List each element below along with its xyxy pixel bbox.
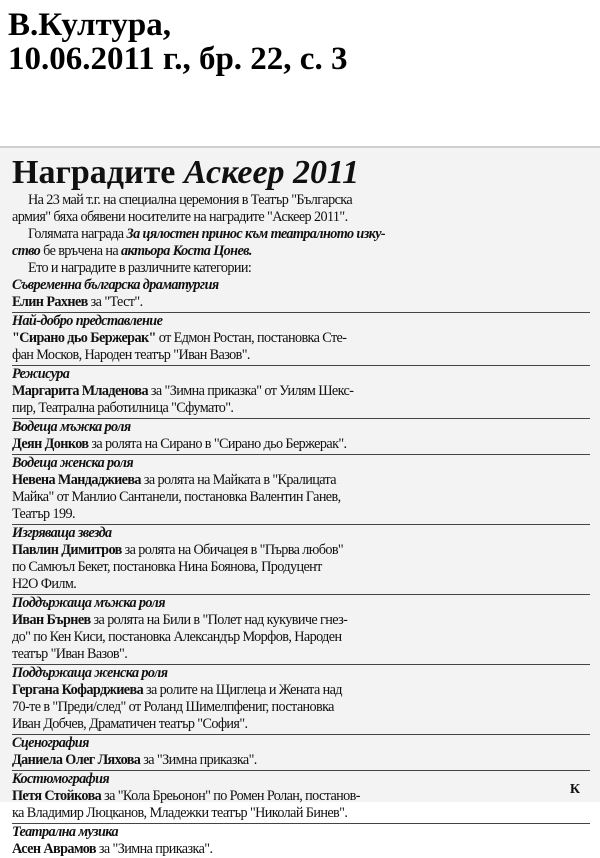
award-winner: Даниела Олег Ляхова	[12, 752, 141, 768]
award-entry	[12, 419, 590, 455]
award-details: за ролята на Били в "Полет над кукувиче гнез-	[90, 612, 348, 628]
award-entry	[12, 455, 590, 525]
headline-prefix: Наградите	[12, 154, 184, 191]
award-details: за "Кола Бреьонон" по Ромен Ролан, постанов-	[101, 788, 360, 804]
award-line	[12, 383, 590, 400]
intro-grand-prize-label: Голямата награда	[28, 226, 127, 242]
award-category: Водеща женска роля	[12, 455, 134, 471]
award-details: за ролята на Майката в "Кралицата	[140, 472, 337, 488]
award-line	[12, 612, 590, 629]
source-citation	[8, 8, 592, 76]
awards-list	[12, 277, 590, 858]
award-details: ка Владимир Люцканов, Младежки театър "Николай Бинев".	[12, 805, 348, 821]
award-line	[12, 347, 590, 364]
award-winner: Гергана Кофарджиева	[12, 682, 144, 698]
award-details: Иван Добчев, Драматичен театър "София".	[12, 716, 248, 732]
article-body	[12, 192, 590, 858]
award-details: за "Тест".	[87, 294, 143, 310]
intro-grand-prize-title: За цялостен принос към театралното изку-	[126, 226, 386, 242]
intro-awarded-to: бе връчена на	[40, 243, 122, 259]
award-category: Театрална музика	[12, 824, 118, 840]
award-line	[12, 576, 590, 593]
award-line	[12, 489, 590, 506]
award-line	[12, 400, 590, 417]
award-winner: Деян Донков	[12, 436, 89, 452]
award-line	[12, 559, 590, 576]
award-line	[12, 716, 590, 733]
award-category: Поддържаща мъжка роля	[12, 595, 165, 611]
award-winner: Иван Бърнев	[12, 612, 91, 628]
award-details: Н2О Филм.	[12, 576, 77, 592]
award-line	[12, 629, 590, 646]
award-line	[12, 294, 590, 311]
award-entry	[12, 771, 590, 824]
award-line	[12, 542, 590, 559]
award-details: до" по Кен Киси, постановка Александър Морфов, Народен	[12, 629, 342, 645]
award-category: Съвременна българска драматургия	[12, 277, 219, 293]
award-line	[12, 436, 590, 453]
headline-award-name: Аскеер 2011	[183, 154, 360, 191]
award-details: пир, Театрална работилница "Сфумато".	[12, 400, 234, 416]
award-entry	[12, 595, 590, 665]
award-details: за "Зимна приказка".	[95, 841, 213, 857]
award-line	[12, 841, 590, 858]
award-winner: Невена Мандаджиева	[12, 472, 141, 488]
author-initial: К	[569, 782, 580, 797]
award-winner: Асен Аврамов	[12, 841, 96, 857]
intro-line-4	[12, 243, 590, 260]
award-entry	[12, 366, 590, 419]
award-entry	[12, 525, 590, 595]
intro-line-5: Ето и наградите в различните категории:	[28, 260, 252, 276]
award-details: театър "Иван Вазов".	[12, 646, 128, 662]
award-details: фан Москов, Народен театър "Иван Вазов".	[12, 347, 250, 363]
award-entry	[12, 824, 590, 858]
award-entry	[12, 665, 590, 735]
award-category: Костюмография	[12, 771, 110, 787]
award-category: Водеща мъжка роля	[12, 419, 131, 435]
award-details: от Едмон Ростан, постановка Сте-	[155, 330, 347, 346]
newspaper-clipping	[0, 146, 600, 857]
award-winner: "Сирано дьо Бержерак"	[12, 330, 156, 346]
award-winner: Маргарита Младенова	[12, 383, 148, 399]
award-entry	[12, 313, 590, 366]
award-details: за ролите на Щиглеца и Жената над	[143, 682, 342, 698]
award-details: за ролята на Обичацея в "Първа любов"	[121, 542, 344, 558]
award-category: Сценография	[12, 735, 89, 751]
award-category: Поддържаща женска роля	[12, 665, 168, 681]
award-details: Театър 199.	[12, 506, 75, 522]
award-line	[12, 330, 590, 347]
source-line-2: 10.06.2011 г., бр. 22, с. 3	[8, 41, 348, 77]
award-entry	[12, 277, 590, 313]
award-line	[12, 752, 590, 769]
intro-line-1: На 23 май т.г. на специална церемония в Театър "Българска	[28, 192, 353, 208]
award-entry	[12, 735, 590, 771]
intro-line-3	[12, 226, 590, 243]
award-line	[12, 506, 590, 523]
award-details: за ролята на Сирано в "Сирано дьо Бержерак".	[88, 436, 347, 452]
award-line	[12, 788, 590, 805]
award-line	[12, 646, 590, 663]
award-details: за "Зимна приказка" от Уилям Шекс-	[147, 383, 354, 399]
article-headline	[12, 153, 588, 193]
award-category: Изгряваща звезда	[12, 525, 112, 541]
award-category: Режисура	[12, 366, 70, 382]
intro-grand-prize-winner: актьора Коста Цонев.	[121, 243, 252, 259]
award-category: Най-добро представление	[12, 313, 163, 329]
intro-line-2: армия" бяха обявени носителите на наградите "Аскеер 2011".	[12, 209, 348, 225]
award-details: Майка" от Манлио Сантанели, постановка Валентин Ганев,	[12, 489, 341, 505]
award-line	[12, 472, 590, 489]
award-winner: Елин Рахнев	[12, 294, 88, 310]
intro-grand-prize-title-end: ство	[12, 243, 41, 259]
award-winner: Павлин Димитров	[12, 542, 122, 558]
award-winner: Петя Стойкова	[12, 788, 102, 804]
award-line	[12, 805, 590, 822]
award-details: по Самюъл Бекет, постановка Нина Боянова, Продуцент	[12, 559, 322, 575]
award-line	[12, 682, 590, 699]
award-details: 70-те в "Преди/след" от Роланд Шимелпфениг, постановка	[12, 699, 334, 715]
source-line-1: В.Култура,	[8, 7, 171, 43]
award-line	[12, 699, 590, 716]
award-details: за "Зимна приказка".	[140, 752, 257, 768]
